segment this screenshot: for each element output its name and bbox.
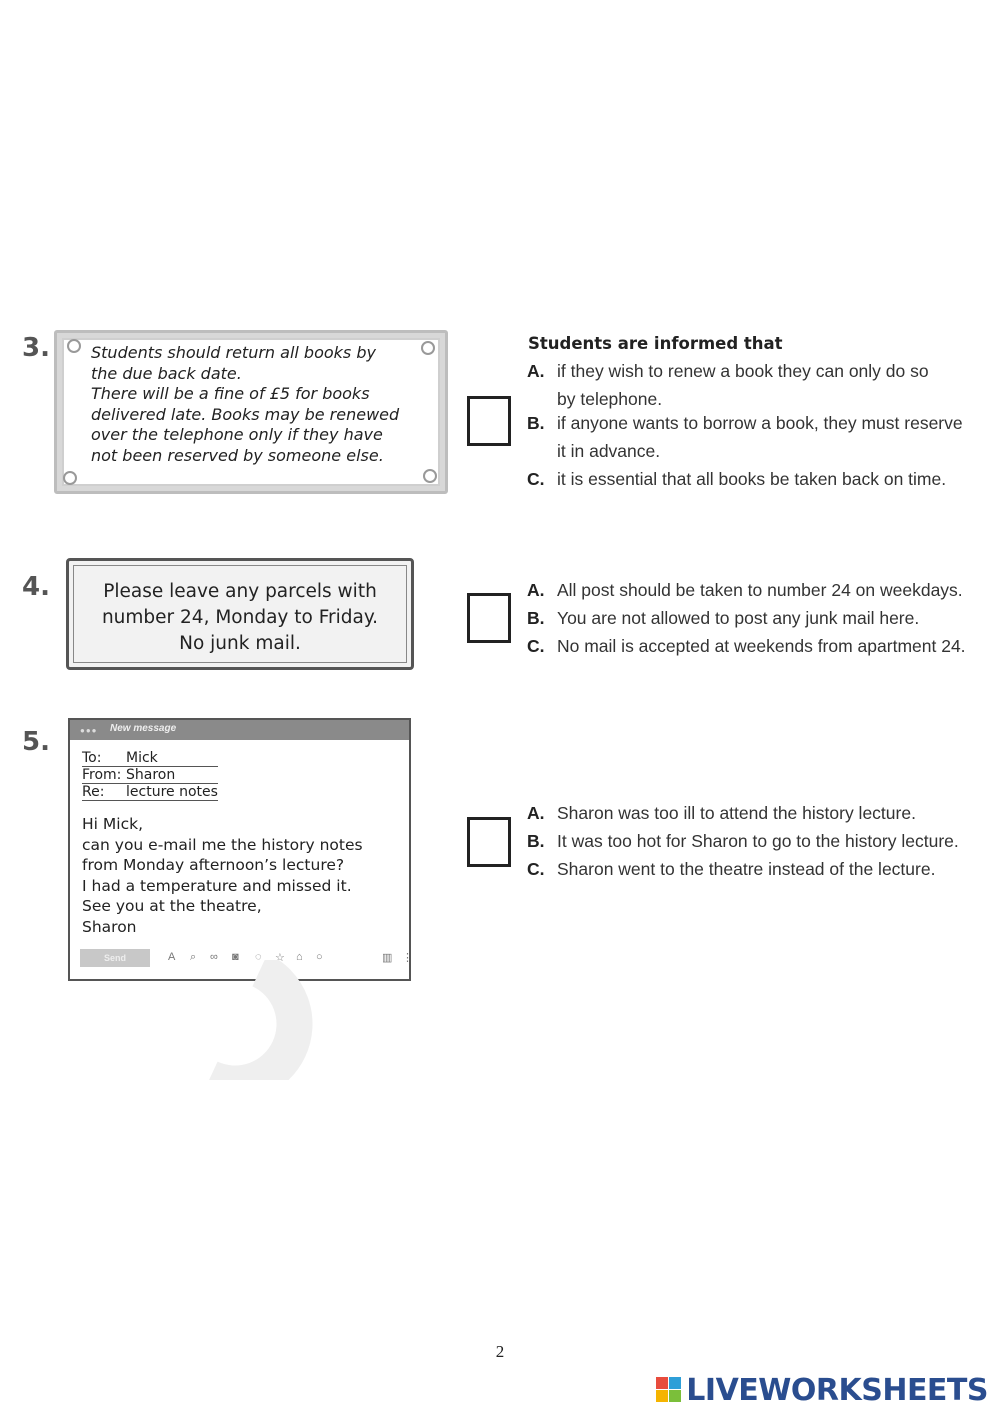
notice-line: delivered late. Books may be renewed [91,404,400,424]
from-field [82,767,218,784]
option-text: if they wish to renew a book they can only do so [557,361,929,381]
option-5b [527,828,997,856]
answer-box-4[interactable] [467,593,511,643]
email-title-bar [70,720,409,740]
option-5c [527,856,992,884]
option-text: it in advance. [557,440,661,461]
option-letter: A. [527,361,545,381]
question-prompt: Students are informed that [528,334,783,353]
notice-line: Students should return all books by [91,343,376,362]
option-text: by telephone. [557,388,663,409]
answer-box-3[interactable] [467,396,511,446]
option-4c [527,633,992,661]
notice-line: Please leave any parcels with [103,581,377,602]
to-value: Mick [126,750,158,766]
option-letter: A. [527,803,545,823]
library-notice [54,330,448,494]
question-number-3: 3. [22,333,50,363]
page-number: 2 [495,1342,505,1361]
option-3b [527,410,997,465]
option-letter: C. [527,636,545,656]
pin-icon [67,339,81,353]
attach-icon[interactable]: ⌕ [190,951,197,963]
window-controls-icon: ●●● [80,726,98,735]
email-line: See you at the theatre, [82,897,262,915]
notice-line: number 24, Monday to Friday. [101,607,379,628]
watermark-arc [160,960,320,1080]
option-letter: B. [527,831,545,851]
parcel-notice [66,558,414,670]
email-line: Hi Mick, [82,815,143,833]
answer-box-5[interactable] [467,817,511,867]
email-window [68,718,411,981]
option-letter: A. [527,580,545,600]
notice-line: No junk mail. [179,633,301,654]
question-number-4: 4. [22,572,50,602]
option-text: Sharon was too ill to attend the history lecture. [557,803,916,823]
liveworksheets-icon [656,1377,682,1403]
option-3a [527,358,992,413]
option-text: Sharon went to the theatre instead of the lecture. [557,859,936,879]
more-icon[interactable]: ⋮ [402,952,413,964]
subject-value: lecture notes [126,784,218,800]
brand-name: LIVEWORKSHEETS [686,1372,988,1408]
subject-field [82,784,218,801]
star-icon[interactable]: ☆ [275,952,285,964]
email-body [82,814,363,937]
notice-text [69,579,411,657]
option-letter: C. [527,859,545,879]
option-4b [527,605,992,633]
notice-line: There will be a fine of £5 for books [91,384,370,403]
option-4a [527,577,992,605]
liveworksheets-logo [656,1372,988,1408]
notice-text [91,343,441,466]
option-5a [527,800,992,828]
link-icon[interactable]: ∞ [210,951,218,963]
option-text: All post should be taken to number 24 on weekdays. [557,580,963,600]
subject-label: Re: [82,784,105,800]
notice-line: over the telephone only if they have [91,425,383,444]
email-line: I had a temperature and missed it. [82,876,352,895]
question-number-5: 5. [22,727,50,757]
to-label: To: [82,750,102,766]
option-text: You are not allowed to post any junk mail here. [557,608,920,628]
email-line: can you e-mail me the history notes [82,835,363,854]
pin-icon [63,471,77,485]
option-text: it is essential that all books be taken back on time. [557,469,947,489]
email-line: Sharon [82,917,137,936]
from-label: From: [82,767,122,783]
location-icon[interactable]: ◌ [255,951,262,963]
format-text-icon[interactable]: A [168,951,176,963]
option-text: No mail is accepted at weekends from apartment 24. [557,636,966,656]
option-text: It was too hot for Sharon to go to the history lecture. [557,831,959,851]
notice-line: the due back date. [91,363,242,383]
from-value: Sharon [126,767,176,783]
pin-icon [423,469,437,483]
trash-icon[interactable]: ▥ [382,952,393,964]
window-title: New message [110,723,177,734]
camera-icon[interactable]: ◙ [232,951,239,963]
option-3c [527,466,992,494]
option-letter: C. [527,469,545,489]
search-icon[interactable]: ○ [316,951,323,963]
notice-line: not been reserved by someone else. [91,445,384,465]
option-text: if anyone wants to borrow a book, they must reserve [557,413,963,433]
email-line: from Monday afternoon’s lecture? [82,856,345,874]
option-letter: B. [527,608,545,628]
option-letter: B. [527,413,545,433]
to-field [82,750,218,767]
send-button[interactable]: Send [80,949,150,967]
home-icon[interactable]: ⌂ [296,951,303,963]
